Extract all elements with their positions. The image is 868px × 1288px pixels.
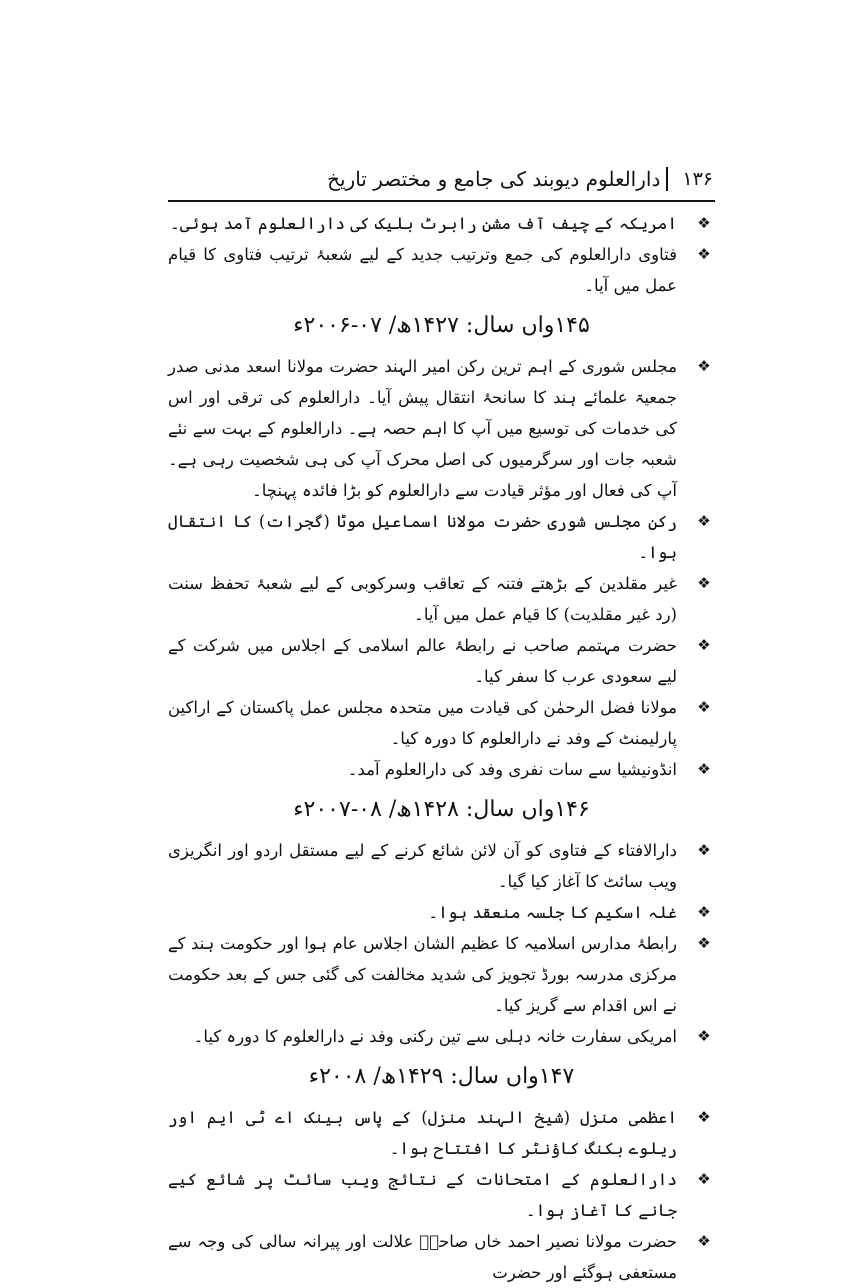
list-item	[168, 506, 715, 568]
year-heading: ۱۴۵واں سال: ۱۴۲۷ھ/ ۰۷-۲۰۰۶ء	[293, 313, 590, 338]
list-item	[168, 630, 715, 692]
item-text: مجلس شوری کے اہم ترین رکن امیر الہند حضرت مولانا اسعد مدنی صدر جمعیۃ علمائے ہند کا سانحۂ انتقال پیش آیا۔ دارالعلوم کی ترقی اور اس کی خدمات کی توسیع میں آپ کا اہم حصہ ہے۔ دارالعلوم کے بہت سے نئے شعبہ جات اور سرگرمیوں کی اصل محرک آپ کی ہی شخصیت رہی ہے۔ آپ کی فعال اور مؤثر قیادت سے دارالعلوم کو بڑا فائدہ پہنچا۔	[168, 357, 677, 500]
list-item	[168, 351, 715, 506]
bullet-icon: ❖	[697, 760, 711, 778]
bullet-icon: ❖	[697, 1170, 711, 1188]
list-item	[168, 1102, 715, 1164]
list-item	[168, 754, 715, 785]
bullet-icon: ❖	[697, 574, 711, 592]
list-item	[168, 897, 715, 928]
item-text: حضرت مولانا نصیر احمد خاں صاحبؒ علالت اور پیرانہ سالی کی وجہ سے مستعفی ہوگئے اور حضرت	[168, 1232, 677, 1282]
bullet-icon: ❖	[697, 1232, 711, 1250]
item-text: غلہ اسکیم کا جلسہ منعقد ہوا۔	[428, 903, 677, 922]
list-item	[168, 1021, 715, 1052]
bullet-icon: ❖	[697, 214, 711, 232]
running-header	[168, 160, 713, 198]
list-item	[168, 692, 715, 754]
header-rule	[168, 200, 715, 202]
bullet-icon: ❖	[697, 841, 711, 859]
item-text: امریکہ کے چیف آف مشن رابرٹ بلیک کی دارالعلوم آمد ہوئی۔	[170, 214, 677, 233]
year-heading: ۱۴۶واں سال: ۱۴۲۸ھ/ ۰۸-۲۰۰۷ء	[293, 797, 590, 822]
item-text: مولانا فضل الرحمٰن کی قیادت میں متحدہ مجلس عمل پاکستان کے اراکین پارلیمنٹ کے وفد نے دارالعلوم کا دورہ کیا۔	[168, 698, 677, 748]
bullet-icon: ❖	[697, 934, 711, 952]
list-item	[168, 1164, 715, 1226]
item-text: دارالعلوم کے امتحانات کے نتائج ویب سائٹ پر شائع کیے جانے کا آغاز ہوا۔	[168, 1170, 677, 1220]
item-text: اعظمی منزل (شیخ الہند منزل) کے پاس بینک اے ٹی ایم اور ریلوے بکنگ کاؤنٹر کا افتتاح ہوا۔	[168, 1108, 677, 1158]
bullet-icon: ❖	[697, 357, 711, 375]
bullet-icon: ❖	[697, 903, 711, 921]
item-text: دارالافتاء کے فتاوی کو آن لائن شائع کرنے کے لیے مستقل اردو اور انگریزی ویب سائٹ کا آغاز کیا گیا۔	[168, 841, 677, 891]
list-item	[168, 568, 715, 630]
item-text: حضرت مہتمم صاحب نے رابطۂ عالم اسلامی کے اجلاس میں شرکت کے لیے سعودی عرب کا سفر کیا۔	[168, 636, 677, 686]
item-text: فتاوی دارالعلوم کی جمع وترتیب جدید کے لیے شعبۂ ترتیب فتاوی کا قیام عمل میں آیا۔	[168, 245, 677, 295]
item-text: رکن مجلس شوری حضرت مولانا اسماعیل موٹا (گجرات) کا انتقال ہوا۔	[168, 512, 677, 562]
bullet-icon: ❖	[697, 1027, 711, 1045]
page-content	[168, 208, 715, 1282]
list-item	[168, 835, 715, 897]
item-text: امریکی سفارت خانہ دہلی سے تین رکنی وفد نے دارالعلوم کا دورہ کیا۔	[193, 1027, 677, 1046]
header-separator	[666, 167, 668, 191]
list-item	[168, 928, 715, 1021]
list-item	[168, 239, 715, 301]
bullet-icon: ❖	[697, 636, 711, 654]
list-item	[168, 1226, 715, 1288]
item-text: غیر مقلدین کے بڑھتے فتنہ کے تعاقب وسرکوبی کے لیے شعبۂ تحفظ سنت (رد غیر مقلدیت) کا قیام عمل میں آیا۔	[168, 574, 677, 624]
book-title: دارالعلوم دیوبند کی جامع و مختصر تاریخ	[327, 167, 661, 191]
bullet-icon: ❖	[697, 698, 711, 716]
page-number: ۱۳۶	[682, 168, 713, 190]
bullet-icon: ❖	[697, 245, 711, 263]
list-item	[168, 208, 715, 239]
year-heading: ۱۴۷واں سال: ۱۴۲۹ھ/ ۲۰۰۸ء	[308, 1064, 575, 1089]
bullet-icon: ❖	[697, 512, 711, 530]
item-text: رابطۂ مدارس اسلامیہ کا عظیم الشان اجلاس عام ہوا اور حکومت ہند کے مرکزی مدرسہ بورڈ تجویز کی شدید مخالفت کی گئی جس کے بعد حکومت نے اس اقدام سے گریز کیا۔	[168, 934, 677, 1015]
bullet-icon: ❖	[697, 1108, 711, 1126]
item-text: انڈونیشیا سے سات نفری وفد کی دارالعلوم آمد۔	[347, 760, 677, 779]
